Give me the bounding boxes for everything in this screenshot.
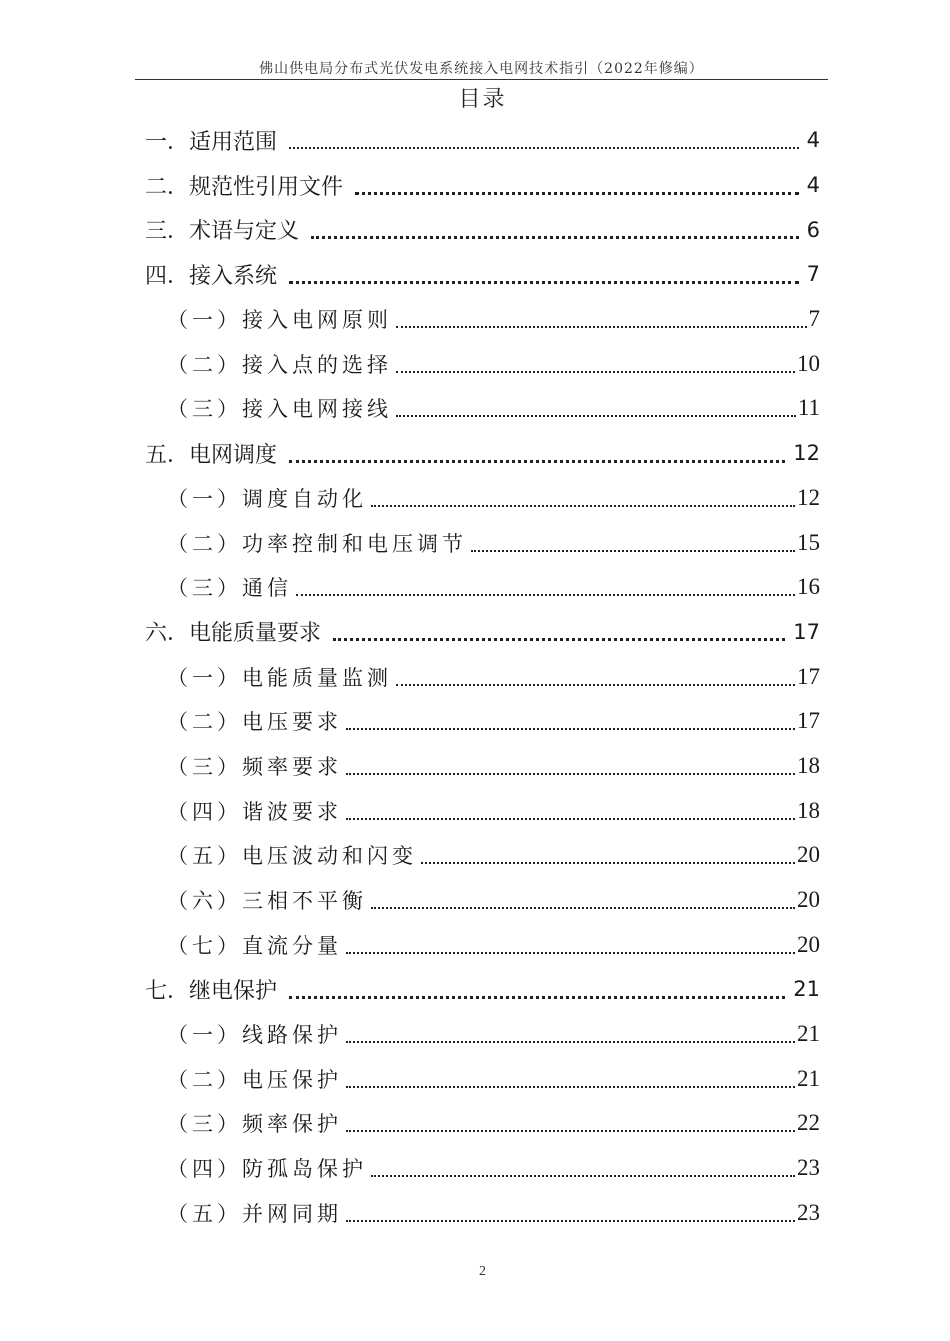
dot-leader	[346, 1086, 795, 1088]
dot-leader	[396, 371, 795, 373]
toc-entry-page: 17	[797, 708, 820, 734]
toc-entry[interactable]	[145, 386, 820, 431]
toc-entry-label: （五）并网同期	[167, 1201, 342, 1226]
toc-entry[interactable]	[145, 654, 820, 699]
dot-leader	[289, 147, 799, 149]
toc-entry[interactable]	[145, 565, 820, 610]
toc-entry-label: （一）调度自动化	[167, 486, 367, 511]
toc-entry-page: 15	[797, 529, 820, 555]
toc-entry-label: 七．继电保护	[145, 978, 278, 1004]
toc-entry-page: 7	[806, 262, 820, 287]
toc-entry[interactable]	[145, 341, 820, 386]
dot-leader	[396, 326, 807, 328]
toc-entry[interactable]	[145, 878, 820, 923]
toc-entry-label: （二）电压要求	[167, 710, 342, 735]
toc-entry[interactable]	[145, 1101, 820, 1146]
toc-entry[interactable]	[145, 967, 820, 1012]
toc-entry[interactable]	[145, 610, 820, 655]
dot-leader	[333, 638, 785, 641]
dot-leader	[289, 460, 785, 463]
toc-entry[interactable]	[145, 1012, 820, 1057]
toc-entry-label: （四）防孤岛保护	[167, 1157, 367, 1182]
dot-leader	[471, 550, 795, 552]
toc-entry-label: （三）频率要求	[167, 754, 342, 779]
toc-entry-page: 21	[793, 977, 820, 1002]
dot-leader	[296, 594, 795, 596]
toc-entry[interactable]	[145, 1056, 820, 1101]
toc-entry-label: 五．电网调度	[145, 442, 278, 468]
toc-entry-label: （三）接入电网接线	[167, 397, 392, 422]
toc-entry-label: （五）电压波动和闪变	[167, 844, 417, 869]
toc-entry[interactable]	[145, 252, 820, 297]
toc-entry-label: （一）接入电网原则	[167, 308, 392, 333]
dot-leader	[346, 1220, 795, 1222]
toc-entry[interactable]	[145, 163, 820, 208]
toc-entry-page: 4	[806, 173, 820, 198]
dot-leader	[289, 996, 785, 999]
toc-entry-page: 10	[797, 350, 820, 376]
toc-entry-page: 21	[797, 1065, 820, 1091]
toc-entry-label: （二）功率控制和电压调节	[167, 531, 467, 556]
running-header: 佛山供电局分布式光伏发电系统接入电网技术指引（2022年修编）	[259, 61, 704, 77]
toc-entry[interactable]	[145, 118, 820, 163]
toc-entry-label: （一）电能质量监测	[167, 665, 392, 690]
toc-entry-label: （三）频率保护	[167, 1112, 342, 1137]
toc-entry-label: （四）谐波要求	[167, 799, 342, 824]
toc-entry[interactable]	[145, 833, 820, 878]
dot-leader	[396, 415, 796, 417]
toc-entry-page: 12	[797, 484, 820, 510]
toc-entry-page: 11	[797, 395, 820, 421]
dot-leader	[355, 192, 799, 195]
dot-leader	[371, 505, 795, 507]
toc-entry-page: 7	[808, 306, 820, 332]
toc-entry[interactable]	[145, 788, 820, 833]
dot-leader	[371, 907, 795, 909]
toc-entry[interactable]	[145, 207, 820, 252]
toc-entry-label: （三）通信	[167, 576, 292, 601]
toc-entry-label: （二）接入点的选择	[167, 352, 392, 377]
toc-entry[interactable]	[145, 431, 820, 476]
page-number: 2	[479, 1264, 486, 1279]
dot-leader	[396, 684, 795, 686]
toc-entry[interactable]	[145, 297, 820, 342]
toc-entry-page: 21	[797, 1021, 820, 1047]
dot-leader	[371, 1175, 795, 1177]
dot-leader	[346, 952, 795, 954]
toc-entry[interactable]	[145, 1146, 820, 1191]
toc-entry[interactable]	[145, 744, 820, 789]
toc-entry-label: 三．术语与定义	[145, 219, 300, 245]
toc-entry-page: 17	[797, 663, 820, 689]
toc-entry-page: 4	[806, 128, 820, 153]
toc-entry-label: （二）电压保护	[167, 1067, 342, 1092]
toc-entry-page: 12	[793, 441, 820, 466]
dot-leader	[289, 281, 799, 284]
toc-entry-page: 16	[797, 574, 820, 600]
toc-entry-page: 18	[797, 797, 820, 823]
dot-leader	[346, 773, 795, 775]
toc-entry[interactable]	[145, 922, 820, 967]
toc-entry-label: （七）直流分量	[167, 933, 342, 958]
toc-entry-page: 20	[797, 842, 820, 868]
dot-leader	[421, 862, 795, 864]
dot-leader	[346, 1041, 795, 1043]
header-divider	[135, 79, 828, 80]
toc-title: 目录	[458, 87, 507, 112]
dot-leader	[346, 1130, 795, 1132]
toc-entry-label: 六．电能质量要求	[145, 621, 322, 647]
toc-entry-page: 23	[797, 1199, 820, 1225]
toc-entry-label: （一）线路保护	[167, 1023, 342, 1048]
toc-entry-page: 17	[793, 619, 820, 644]
toc-entry[interactable]	[145, 1191, 820, 1236]
toc-entry-label: 四．接入系统	[145, 263, 278, 289]
toc-entry[interactable]	[145, 520, 820, 565]
toc-entry-page: 23	[797, 1155, 820, 1181]
table-of-contents	[145, 118, 820, 1235]
toc-entry-page: 22	[797, 1110, 820, 1136]
toc-entry-label: （六）三相不平衡	[167, 889, 367, 914]
toc-entry-page: 20	[797, 931, 820, 957]
toc-entry[interactable]	[145, 699, 820, 744]
toc-entry-label: 二．规范性引用文件	[145, 174, 344, 200]
dot-leader	[346, 818, 795, 820]
toc-entry-page: 6	[806, 217, 820, 242]
dot-leader	[311, 236, 799, 239]
toc-entry-page: 20	[797, 887, 820, 913]
toc-entry[interactable]	[145, 476, 820, 521]
toc-entry-page: 18	[797, 752, 820, 778]
dot-leader	[346, 728, 795, 730]
toc-entry-label: 一．适用范围	[145, 129, 278, 155]
